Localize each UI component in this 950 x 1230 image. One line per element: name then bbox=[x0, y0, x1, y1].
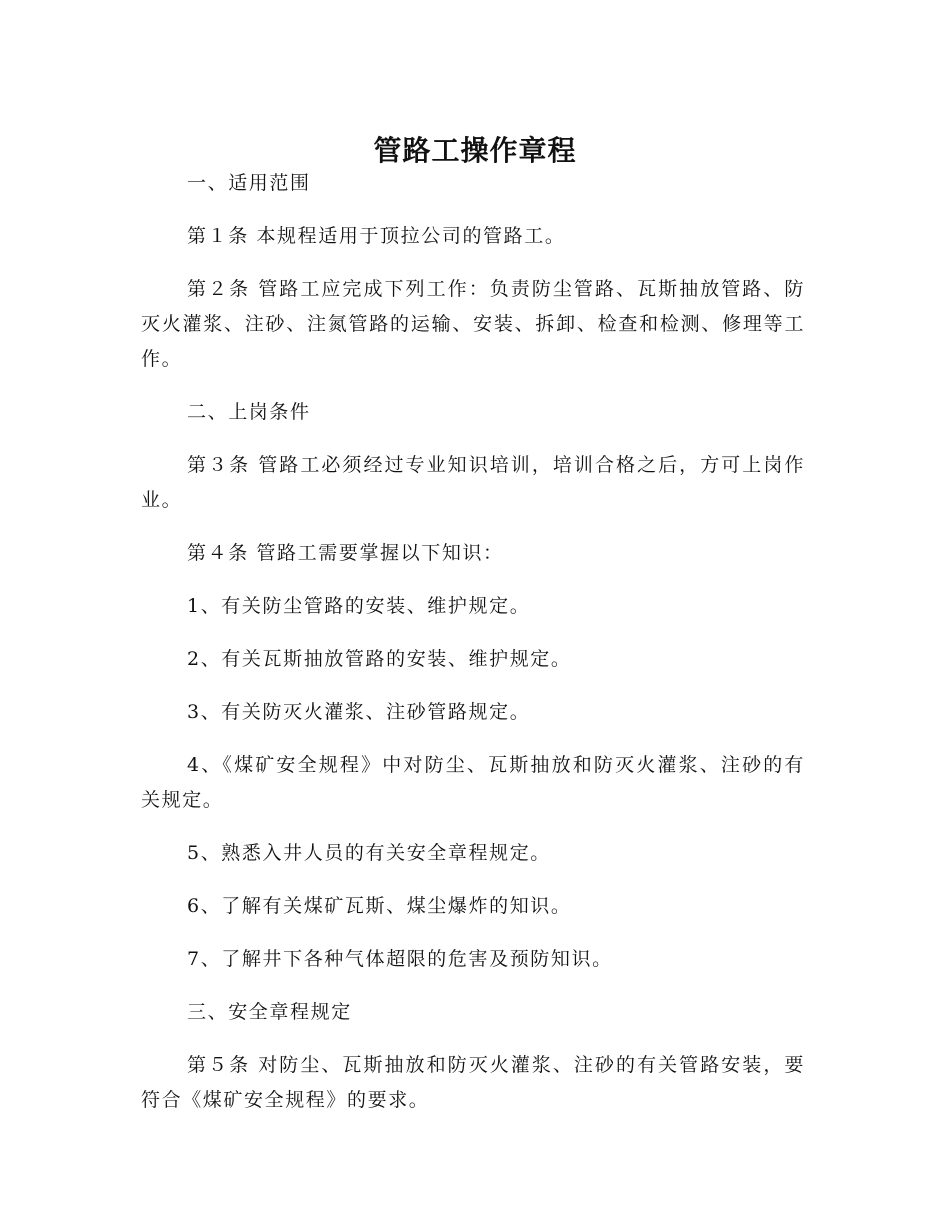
section-heading-requirements: 二、上岗条件 bbox=[187, 401, 311, 423]
list-item-7: 7、了解井下各种气体超限的危害及预防知识。 bbox=[187, 948, 613, 970]
page-title: 管路工操作章程 bbox=[373, 133, 577, 167]
list-item-4: 4、《煤矿安全规程》中对防尘、瓦斯抽放和防灭火灌浆、注砂的有关规定。 bbox=[141, 754, 805, 811]
article-3: 第３条 管路工必须经过专业知识培训，培训合格之后，方可上岗作业。 bbox=[141, 454, 805, 511]
list-item-6: 6、了解有关煤矿瓦斯、煤尘爆炸的知识。 bbox=[187, 895, 572, 917]
list-item-1: 1、有关防尘管路的安装、维护规定。 bbox=[187, 595, 531, 617]
document-body bbox=[141, 166, 805, 1118]
article-1: 第１条 本规程适用于顶拉公司的管路工。 bbox=[187, 225, 566, 247]
article-2: 第２条 管路工应完成下列工作：负责防尘管路、瓦斯抽放管路、防灭火灌浆、注砂、注氮管路的运输、安装、拆卸、检查和检测、修理等工作。 bbox=[141, 278, 805, 370]
article-4: 第４条 管路工需要掌握以下知识： bbox=[187, 542, 504, 564]
article-5: 第５条 对防尘、瓦斯抽放和防灭火灌浆、注砂的有关管路安装，要符合《煤矿安全规程》的要求。 bbox=[141, 1054, 805, 1111]
list-item-2: 2、有关瓦斯抽放管路的安装、维护规定。 bbox=[187, 648, 572, 670]
section-heading-safety: 三、安全章程规定 bbox=[187, 1001, 352, 1023]
list-item-3: 3、有关防灭火灌浆、注砂管路规定。 bbox=[187, 701, 531, 723]
section-heading-scope: 一、适用范围 bbox=[187, 172, 311, 194]
list-item-5: 5、熟悉入井人员的有关安全章程规定。 bbox=[187, 842, 551, 864]
